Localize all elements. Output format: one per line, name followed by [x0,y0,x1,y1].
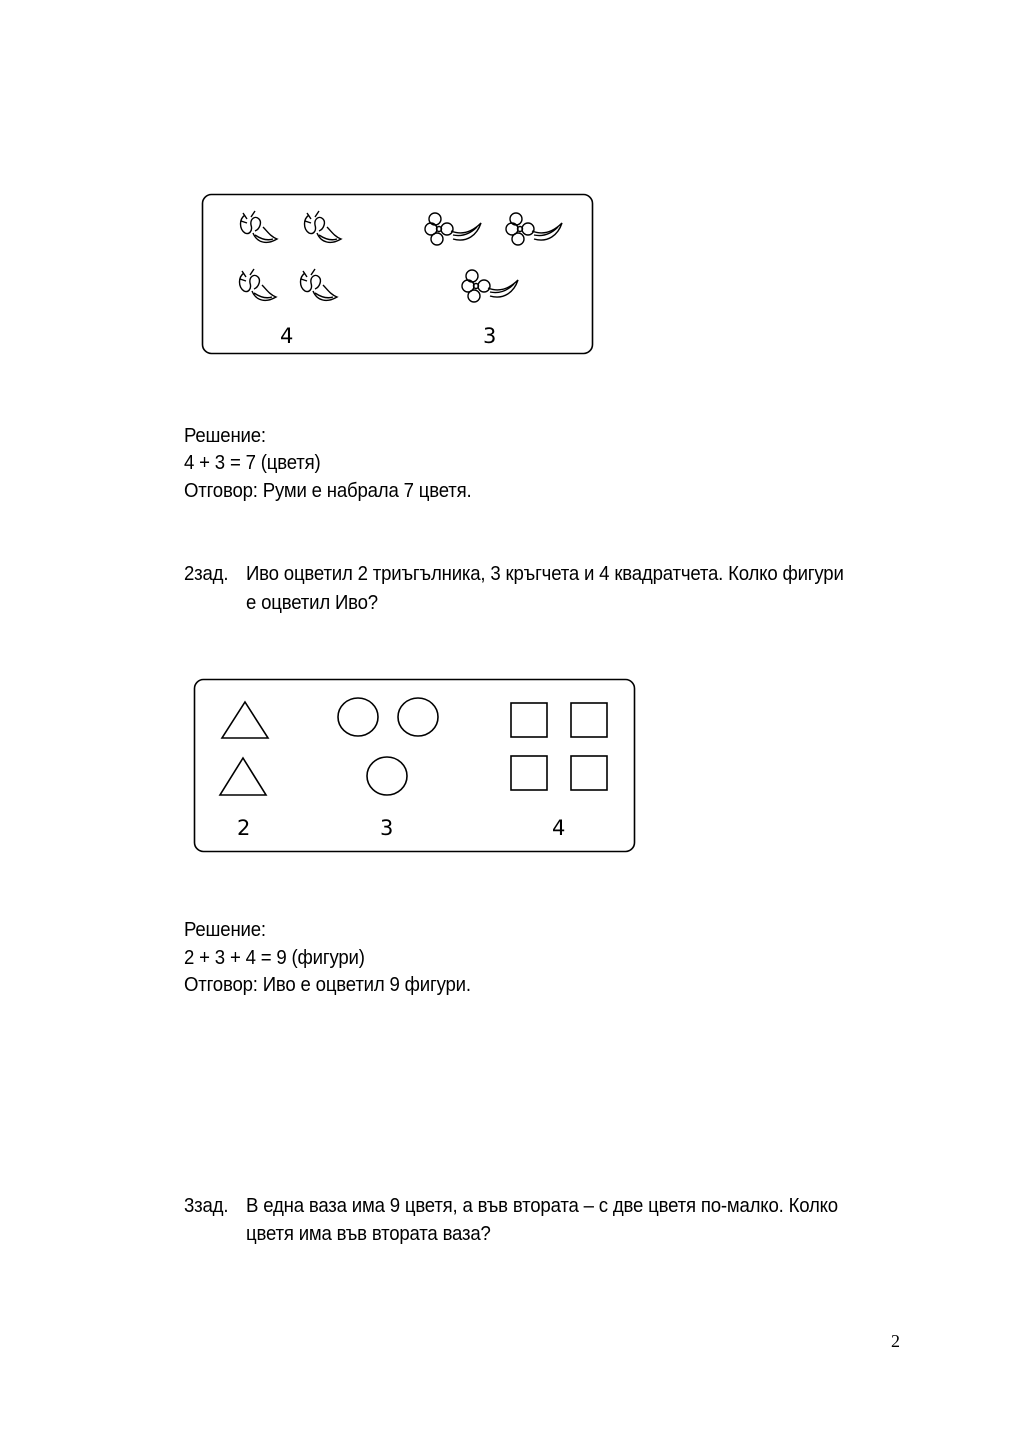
solution2-answer: Отговор: Иво е оцветил 9 фигури. [184,974,471,996]
page-number: 2 [891,1331,900,1351]
solution1-answer: Отговор: Руми е набрала 7 цветя. [184,480,472,502]
task3-number: 3зад. [184,1195,229,1217]
task2-text-line2: е оцветил Иво? [246,592,378,614]
flowers-left-count: 4 [280,324,294,348]
solution1-equation: 4 + 3 = 7 (цветя) [184,452,321,474]
flowers-right-count: 3 [483,324,497,348]
tulip-flower-icon [305,211,342,242]
tulip-flower-icon [240,269,277,300]
circle-shape [398,698,438,736]
tulip-flower-icon [301,269,338,300]
triangle-shape [220,758,266,795]
task3-text-line2: цветя има във втората ваза? [246,1223,491,1245]
task2-number: 2зад. [184,563,229,585]
task3-text-line1: В една ваза има 9 цветя, а във втората – с две цветя по-малко. Колко [246,1195,838,1217]
triangles-count: 2 [237,816,251,840]
circle-shape [338,698,378,736]
clover-flower-icon [462,270,518,302]
solution1-heading: Решение: [184,425,266,447]
squares-count: 4 [552,816,566,840]
solution2-equation: 2 + 3 + 4 = 9 (фигури) [184,947,365,969]
square-shape [511,756,547,790]
square-shape [511,703,547,737]
circles-count: 3 [380,816,394,840]
flowers-figure [201,193,595,357]
clover-flower-icon [506,213,562,245]
clover-flower-icon [425,213,481,245]
task2-text-line1: Иво оцветил 2 триъгълника, 3 кръгчета и 4 квадратчета. Колко фигури [246,563,844,585]
square-shape [571,703,607,737]
solution2-heading: Решение: [184,919,266,941]
shapes-figure [193,678,637,855]
circle-shape [367,757,407,795]
square-shape [571,756,607,790]
triangle-shape [222,702,268,738]
tulip-flower-icon [241,211,278,242]
